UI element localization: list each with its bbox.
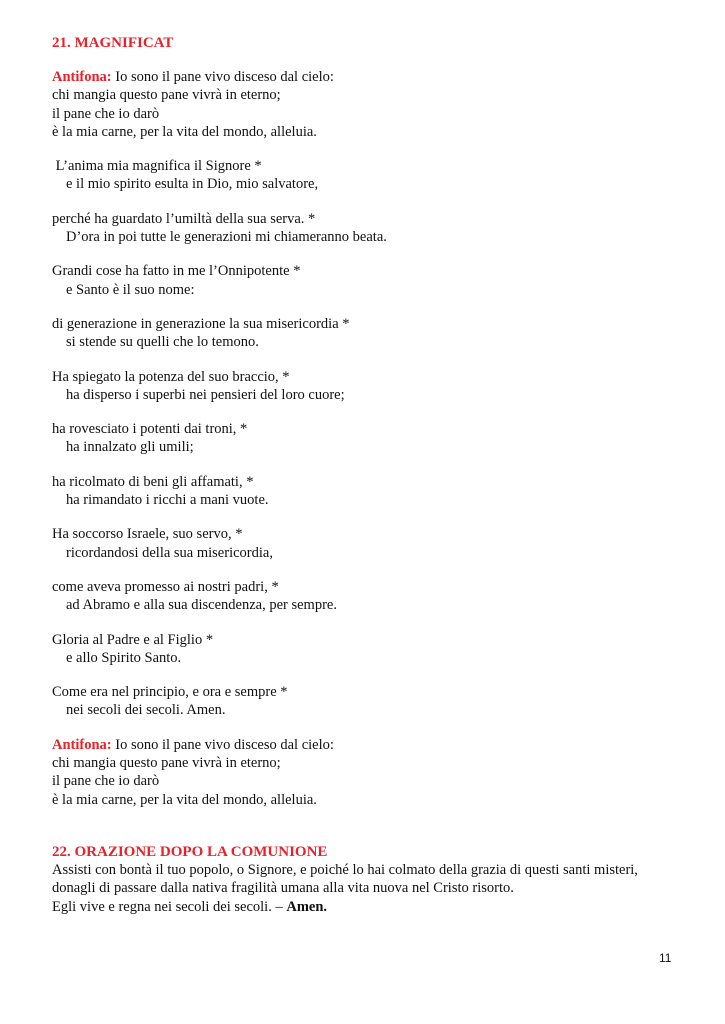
antiphon-line: chi mangia questo pane vivrà in eterno;: [52, 755, 281, 772]
antiphon-label: Antifona:: [52, 736, 112, 753]
verse: [52, 315, 682, 352]
document-page: [52, 34, 682, 916]
verse-line: L’anima mia magnifica il Signore *: [52, 158, 262, 175]
antiphon-label: Antifona:: [52, 69, 112, 85]
verse-line-indented: ha rimandato i ricchi a mani vuote.: [66, 492, 269, 509]
prayer-line: Assisti con bontà il tuo popolo, o Signore, e poiché lo hai colmato della grazia di questi santi misteri,: [52, 861, 638, 878]
verse-line-indented: e il mio spirito esulta in Dio, mio salvatore,: [66, 176, 319, 193]
antiphon-closing: [52, 736, 682, 809]
verse-line-indented: e allo Spirito Santo.: [66, 649, 182, 666]
section-22-title: 22. ORAZIONE DOPO LA COMUNIONE: [52, 843, 328, 860]
antiphon-line: Io sono il pane vivo disceso dal cielo:: [115, 736, 334, 753]
verse-line-indented: D’ora in poi tutte le generazioni mi chiameranno beata.: [66, 229, 387, 246]
verse-line-indented: nei secoli dei secoli. Amen.: [66, 702, 226, 719]
verse-line: ha ricolmato di beni gli affamati, *: [52, 473, 254, 490]
verse: [52, 157, 682, 194]
verse-line: Gloria al Padre e al Figlio *: [52, 631, 214, 648]
verse: [52, 210, 682, 247]
prayer-line: donagli di passare dalla nativa fragilità umana alla vita nuova nel Cristo risorto.: [52, 880, 514, 897]
verse-line-indented: ad Abramo e alla sua discendenza, per sempre.: [66, 597, 337, 614]
antiphon-line: è la mia carne, per la vita del mondo, alleluia.: [52, 791, 317, 808]
page-number: 11: [659, 951, 672, 965]
verse: [52, 578, 682, 615]
verse: [52, 368, 682, 405]
antiphon-line: Io sono il pane vivo disceso dal cielo:: [115, 69, 334, 85]
verse-line-indented: ha disperso i superbi nei pensieri del loro cuore;: [66, 386, 345, 403]
antiphon-opening: [52, 68, 682, 141]
verse: [52, 631, 682, 668]
antiphon-line: è la mia carne, per la vita del mondo, alleluia.: [52, 123, 317, 140]
prayer-closing: Egli vive e regna nei secoli dei secoli. –: [52, 898, 287, 915]
verse-line: Grandi cose ha fatto in me l’Onnipotente *: [52, 263, 301, 280]
verse-line: ha rovesciato i potenti dai troni, *: [52, 421, 248, 438]
verse: [52, 420, 682, 457]
verse-line: Ha soccorso Israele, suo servo, *: [52, 526, 243, 543]
verse-line: come aveva promesso ai nostri padri, *: [52, 578, 279, 595]
verse-line: perché ha guardato l’umiltà della sua serva. *: [52, 210, 316, 227]
verse-line-indented: si stende su quelli che lo temono.: [66, 334, 259, 351]
verse-line-indented: ricordandosi della sua misericordia,: [66, 544, 273, 561]
verse: [52, 525, 682, 562]
antiphon-line: il pane che io darò: [52, 773, 160, 790]
verse: [52, 683, 682, 720]
antiphon-line: il pane che io darò: [52, 105, 160, 122]
verse: [52, 473, 682, 510]
verse-line-indented: ha innalzato gli umili;: [66, 439, 194, 456]
verse-line: Come era nel principio, e ora e sempre *: [52, 684, 288, 701]
verse-line: Ha spiegato la potenza del suo braccio, *: [52, 368, 290, 385]
prayer-text: [52, 861, 682, 916]
section-21-title: 21. MAGNIFICAT: [52, 35, 174, 51]
verse: [52, 262, 682, 299]
antiphon-line: chi mangia questo pane vivrà in eterno;: [52, 87, 281, 104]
verse-line-indented: e Santo è il suo nome:: [66, 281, 195, 298]
amen-text: Amen.: [286, 898, 328, 915]
verse-line: di generazione in generazione la sua misericordia *: [52, 315, 350, 332]
